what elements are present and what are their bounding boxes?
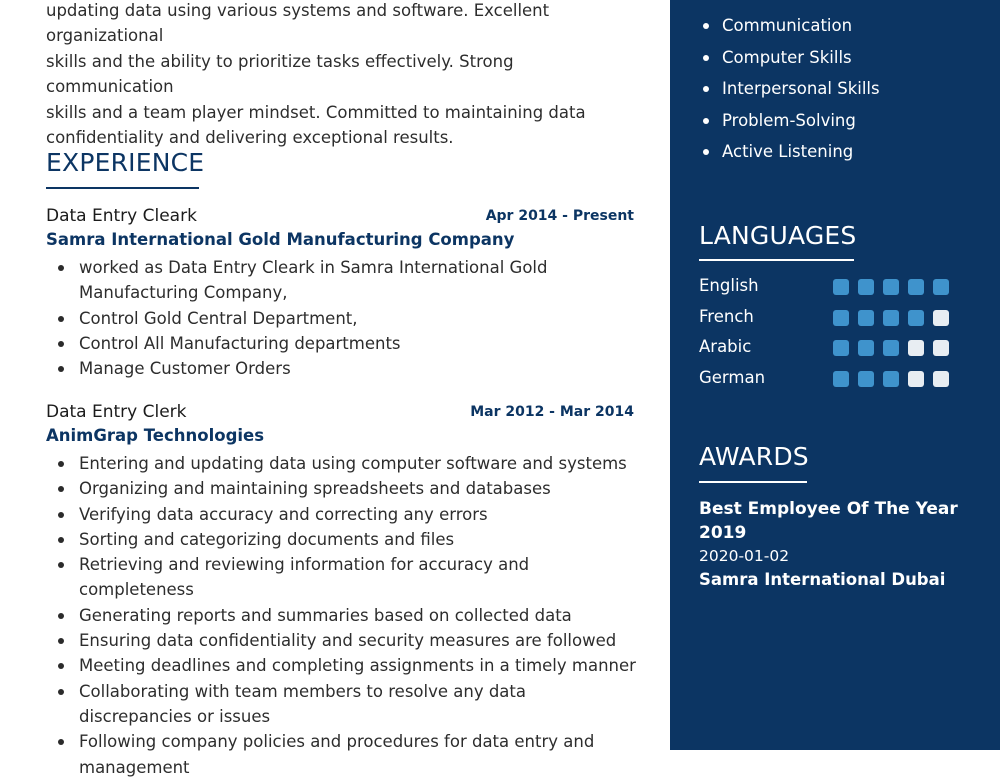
awards-heading: AWARDS xyxy=(699,442,809,471)
level-dot-filled xyxy=(833,371,849,387)
job-bullet: Generating reports and summaries based on collected data xyxy=(46,603,636,628)
level-dot-filled xyxy=(858,279,874,295)
level-dot-empty xyxy=(933,310,949,326)
award-entry xyxy=(699,497,979,591)
language-row xyxy=(699,305,959,329)
level-dot-empty xyxy=(908,340,924,356)
level-dot-filled xyxy=(908,310,924,326)
level-dot-filled xyxy=(858,310,874,326)
summary-line: updating data using various systems and software. Excellent organizational xyxy=(46,1,550,46)
language-name: English xyxy=(699,276,759,295)
job-company: AnimGrap Technologies xyxy=(46,426,265,445)
job-bullet: Manage Customer Orders xyxy=(46,356,636,381)
profile-summary xyxy=(46,0,646,150)
job-title: Data Entry Cleark xyxy=(46,206,197,226)
level-dot-filled xyxy=(933,279,949,295)
awards-heading-underline xyxy=(699,481,807,483)
skill-item: Communication xyxy=(700,10,880,42)
language-name: German xyxy=(699,368,766,387)
language-row xyxy=(699,366,959,390)
award-organization: Samra International Dubai xyxy=(699,570,946,589)
language-name: French xyxy=(699,307,754,326)
level-dot-empty xyxy=(908,371,924,387)
level-dot-filled xyxy=(833,310,849,326)
award-date: 2020-01-02 xyxy=(699,547,790,565)
job-bullet-list xyxy=(46,255,636,381)
skill-item: Active Listening xyxy=(700,136,880,168)
level-dot-filled xyxy=(883,310,899,326)
language-level xyxy=(833,371,949,387)
job-dates: Mar 2012 - Mar 2014 xyxy=(470,404,634,420)
award-title: Best Employee Of The Year xyxy=(699,499,958,519)
experience-heading: EXPERIENCE xyxy=(46,148,205,177)
job-company: Samra International Gold Manufacturing Company xyxy=(46,230,515,249)
job-bullet: worked as Data Entry Cleark in Samra International Gold Manufacturing Company, xyxy=(46,255,636,306)
job-bullet: Ensuring data confidentiality and security measures are followed xyxy=(46,628,636,653)
skill-item: Problem-Solving xyxy=(700,105,880,137)
skills-list xyxy=(700,10,880,168)
languages-heading: LANGUAGES xyxy=(699,221,857,250)
job-entry xyxy=(46,400,636,780)
language-row xyxy=(699,335,959,359)
job-bullet: Retrieving and reviewing information for accuracy and completeness xyxy=(46,552,636,603)
job-bullet: Entering and updating data using computer software and systems xyxy=(46,451,636,476)
language-row xyxy=(699,274,959,298)
level-dot-filled xyxy=(908,279,924,295)
language-level xyxy=(833,310,949,326)
summary-line: skills and the ability to prioritize tasks effectively. Strong communication xyxy=(46,51,514,97)
level-dot-filled xyxy=(883,371,899,387)
job-bullet: Collaborating with team members to resolve any data discrepancies or issues xyxy=(46,679,636,730)
job-bullet: Organizing and maintaining spreadsheets and databases xyxy=(46,476,636,501)
experience-heading-underline xyxy=(46,187,199,189)
languages-heading-underline xyxy=(699,259,854,261)
level-dot-filled xyxy=(833,279,849,295)
job-bullet: Verifying data accuracy and correcting any errors xyxy=(46,502,636,527)
level-dot-filled xyxy=(883,279,899,295)
job-bullet: Control Gold Central Department, xyxy=(46,306,636,331)
job-bullet: Sorting and categorizing documents and files xyxy=(46,527,636,552)
level-dot-filled xyxy=(833,340,849,356)
language-name: Arabic xyxy=(699,337,752,356)
job-bullet: Meeting deadlines and completing assignments in a timely manner xyxy=(46,653,636,678)
summary-line: confidentiality and delivering exceptional results. xyxy=(46,128,454,148)
job-bullet: Control All Manufacturing departments xyxy=(46,331,636,356)
job-title: Data Entry Clerk xyxy=(46,402,187,422)
level-dot-filled xyxy=(858,340,874,356)
job-entry xyxy=(46,204,636,381)
language-level xyxy=(833,279,949,295)
job-bullet-list xyxy=(46,451,636,780)
level-dot-filled xyxy=(858,371,874,387)
award-title-year: 2019 xyxy=(699,523,747,543)
level-dot-empty xyxy=(933,371,949,387)
job-bullet: Following company policies and procedures for data entry and management xyxy=(46,729,636,780)
skill-item: Interpersonal Skills xyxy=(700,73,880,105)
language-level xyxy=(833,340,949,356)
job-dates: Apr 2014 - Present xyxy=(485,208,634,224)
level-dot-filled xyxy=(883,340,899,356)
summary-line: skills and a team player mindset. Committed to maintaining data xyxy=(46,102,586,122)
level-dot-empty xyxy=(933,340,949,356)
skill-item: Computer Skills xyxy=(700,42,880,74)
